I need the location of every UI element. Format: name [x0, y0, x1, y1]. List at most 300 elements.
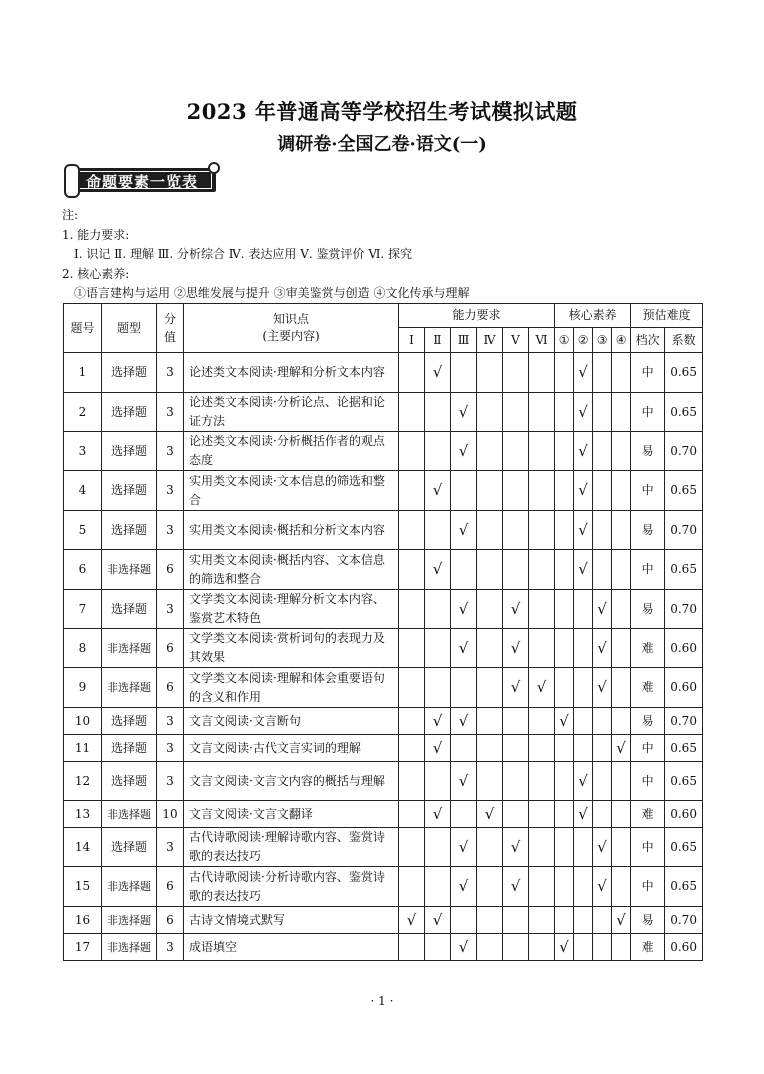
question-type: 非选择题 — [102, 550, 157, 590]
table-row — [64, 511, 703, 550]
ability-check-cell: √ — [451, 708, 477, 735]
ability-check-cell — [451, 735, 477, 762]
ability-check-cell — [477, 432, 503, 471]
difficulty-level: 中 — [631, 471, 665, 511]
difficulty-coef: 0.60 — [665, 668, 703, 708]
core-check-cell — [555, 590, 574, 629]
ability-check-cell — [399, 629, 425, 668]
question-number: 1 — [64, 353, 102, 393]
question-number: 8 — [64, 629, 102, 668]
question-number: 4 — [64, 471, 102, 511]
table-row — [64, 393, 703, 432]
ability-check-cell — [477, 353, 503, 393]
ability-check-cell — [529, 629, 555, 668]
question-score: 3 — [157, 393, 184, 432]
ability-check-cell — [399, 867, 425, 907]
ability-check-cell — [529, 432, 555, 471]
core-check-cell — [593, 353, 612, 393]
header-knowledge-sub: (主要内容) — [262, 329, 320, 343]
ability-check-cell: √ — [503, 828, 529, 867]
ability-check-cell — [477, 762, 503, 801]
core-check-cell — [612, 708, 631, 735]
table-row — [64, 907, 703, 934]
difficulty-coef: 0.60 — [665, 629, 703, 668]
ability-check-cell — [529, 511, 555, 550]
ability-check-cell — [477, 550, 503, 590]
ability-check-cell — [425, 828, 451, 867]
header-num: 题号 — [64, 304, 102, 353]
question-number: 11 — [64, 735, 102, 762]
core-check-cell: √ — [574, 471, 593, 511]
core-check-cell: √ — [574, 762, 593, 801]
ability-col-header: Ⅴ — [503, 328, 529, 353]
core-check-cell: √ — [593, 590, 612, 629]
core-check-cell — [574, 629, 593, 668]
ability-check-cell — [529, 590, 555, 629]
core-check-cell — [555, 393, 574, 432]
question-number: 10 — [64, 708, 102, 735]
page-number: · 1 · — [370, 994, 394, 1008]
difficulty-coef: 0.70 — [665, 907, 703, 934]
ability-check-cell — [529, 934, 555, 961]
ability-check-cell — [477, 735, 503, 762]
ability-check-cell: √ — [425, 708, 451, 735]
question-type: 选择题 — [102, 511, 157, 550]
question-number: 16 — [64, 907, 102, 934]
ability-check-cell — [503, 934, 529, 961]
difficulty-level: 中 — [631, 735, 665, 762]
ability-check-cell — [503, 511, 529, 550]
core-check-cell — [612, 668, 631, 708]
core-check-cell — [555, 550, 574, 590]
core-heading: 2. 核心素养: — [62, 266, 130, 281]
ability-check-cell: √ — [503, 867, 529, 907]
ability-check-cell: √ — [425, 735, 451, 762]
difficulty-level: 中 — [631, 762, 665, 801]
question-type: 选择题 — [102, 828, 157, 867]
ability-check-cell — [399, 708, 425, 735]
table-row — [64, 590, 703, 629]
question-score: 3 — [157, 934, 184, 961]
core-check-cell — [593, 393, 612, 432]
knowledge-point: 文言文阅读·文言文翻译 — [184, 801, 399, 828]
ability-check-cell: √ — [451, 867, 477, 907]
core-check-cell: √ — [574, 801, 593, 828]
knowledge-point: 古诗文情境式默写 — [184, 907, 399, 934]
notes-section — [62, 206, 469, 304]
ability-check-cell: √ — [451, 828, 477, 867]
table-row — [64, 708, 703, 735]
difficulty-level: 易 — [631, 590, 665, 629]
core-check-cell — [612, 432, 631, 471]
question-number: 12 — [64, 762, 102, 801]
core-col-header: ① — [555, 328, 574, 353]
core-check-cell — [612, 762, 631, 801]
question-score: 3 — [157, 353, 184, 393]
ability-check-cell — [503, 907, 529, 934]
core-legend: ①语言建构与运用 ②思维发展与提升 ③审美鉴赏与创造 ④文化传承与理解 — [74, 286, 470, 300]
ability-check-cell: √ — [425, 353, 451, 393]
question-score: 3 — [157, 590, 184, 629]
difficulty-coef: 0.70 — [665, 511, 703, 550]
ability-check-cell — [477, 393, 503, 432]
ability-check-cell — [425, 393, 451, 432]
core-check-cell — [593, 708, 612, 735]
header-difficulty: 预估难度 — [631, 304, 703, 328]
question-type: 非选择题 — [102, 801, 157, 828]
ability-check-cell — [529, 353, 555, 393]
ability-check-cell — [529, 907, 555, 934]
document-title: 2023 年普通高等学校招生考试模拟试题 — [186, 99, 578, 124]
question-score: 3 — [157, 708, 184, 735]
core-check-cell — [574, 907, 593, 934]
difficulty-coef: 0.65 — [665, 762, 703, 801]
ability-check-cell — [451, 353, 477, 393]
difficulty-coef: 0.65 — [665, 353, 703, 393]
difficulty-level: 中 — [631, 393, 665, 432]
knowledge-point: 论述类文本阅读·分析概括作者的观点态度 — [184, 432, 399, 471]
scroll-roll-icon — [64, 164, 80, 198]
core-check-cell — [612, 393, 631, 432]
core-check-cell — [612, 550, 631, 590]
ability-check-cell — [503, 393, 529, 432]
ability-heading: 1. 能力要求: — [62, 227, 130, 242]
ability-check-cell — [529, 550, 555, 590]
knowledge-point: 实用类文本阅读·文本信息的筛选和整合 — [184, 471, 399, 511]
ability-check-cell — [529, 393, 555, 432]
question-type: 选择题 — [102, 353, 157, 393]
difficulty-coef: 0.60 — [665, 801, 703, 828]
ability-check-cell — [399, 828, 425, 867]
core-check-cell — [574, 590, 593, 629]
ability-check-cell — [503, 471, 529, 511]
difficulty-coef: 0.65 — [665, 393, 703, 432]
ability-check-cell — [529, 471, 555, 511]
core-col-header: ④ — [612, 328, 631, 353]
core-check-cell — [555, 629, 574, 668]
ability-check-cell — [451, 471, 477, 511]
difficulty-level: 易 — [631, 432, 665, 471]
difficulty-coef: 0.65 — [665, 828, 703, 867]
ability-check-cell: √ — [503, 629, 529, 668]
question-number: 17 — [64, 934, 102, 961]
ability-check-cell — [503, 735, 529, 762]
difficulty-level: 难 — [631, 934, 665, 961]
core-check-cell — [593, 735, 612, 762]
table-row — [64, 471, 703, 511]
core-check-cell: √ — [574, 550, 593, 590]
difficulty-level: 中 — [631, 353, 665, 393]
difficulty-coef: 0.70 — [665, 432, 703, 471]
exam-elements-table — [63, 303, 703, 961]
question-type: 非选择题 — [102, 629, 157, 668]
knowledge-point: 实用类文本阅读·概括和分析文本内容 — [184, 511, 399, 550]
core-check-cell — [574, 668, 593, 708]
core-check-cell — [555, 668, 574, 708]
difficulty-level: 易 — [631, 708, 665, 735]
ability-check-cell: √ — [399, 907, 425, 934]
ability-check-cell — [399, 934, 425, 961]
difficulty-coef: 0.65 — [665, 867, 703, 907]
table-row — [64, 629, 703, 668]
question-type: 非选择题 — [102, 668, 157, 708]
question-score: 3 — [157, 432, 184, 471]
question-type: 非选择题 — [102, 907, 157, 934]
knowledge-point: 文言文阅读·古代文言实词的理解 — [184, 735, 399, 762]
table-row — [64, 801, 703, 828]
core-check-cell — [555, 762, 574, 801]
difficulty-level-header: 档次 — [631, 328, 665, 353]
core-check-cell — [555, 511, 574, 550]
core-check-cell: √ — [593, 629, 612, 668]
core-check-cell — [593, 432, 612, 471]
ability-check-cell — [451, 801, 477, 828]
ability-check-cell — [503, 550, 529, 590]
knowledge-point: 文言文阅读·文言断句 — [184, 708, 399, 735]
difficulty-level: 中 — [631, 867, 665, 907]
question-number: 3 — [64, 432, 102, 471]
core-check-cell — [593, 511, 612, 550]
question-type: 非选择题 — [102, 867, 157, 907]
ability-check-cell — [399, 668, 425, 708]
difficulty-level: 易 — [631, 511, 665, 550]
difficulty-coef: 0.65 — [665, 471, 703, 511]
core-check-cell — [593, 471, 612, 511]
ability-check-cell — [399, 735, 425, 762]
table-row — [64, 762, 703, 801]
core-check-cell — [612, 511, 631, 550]
difficulty-level: 难 — [631, 668, 665, 708]
ability-check-cell: √ — [503, 590, 529, 629]
ability-check-cell — [425, 668, 451, 708]
core-check-cell: √ — [555, 708, 574, 735]
question-number: 6 — [64, 550, 102, 590]
knowledge-point: 古代诗歌阅读·理解诗歌内容、鉴赏诗歌的表达技巧 — [184, 828, 399, 867]
ability-check-cell — [399, 511, 425, 550]
question-score: 3 — [157, 828, 184, 867]
knowledge-point: 文学类文本阅读·理解分析文本内容、鉴赏艺术特色 — [184, 590, 399, 629]
knowledge-point: 论述类文本阅读·理解和分析文本内容 — [184, 353, 399, 393]
core-check-cell — [612, 828, 631, 867]
core-check-cell — [574, 828, 593, 867]
core-check-cell: √ — [574, 511, 593, 550]
ability-col-header: Ⅲ — [451, 328, 477, 353]
question-type: 选择题 — [102, 762, 157, 801]
core-check-cell: √ — [612, 907, 631, 934]
question-type: 非选择题 — [102, 934, 157, 961]
banner-label: 命题要素一览表 — [86, 173, 199, 191]
core-check-cell — [574, 708, 593, 735]
ability-col-header: Ⅱ — [425, 328, 451, 353]
core-check-cell — [574, 735, 593, 762]
ability-check-cell — [477, 867, 503, 907]
core-col-header: ③ — [593, 328, 612, 353]
ability-check-cell — [451, 550, 477, 590]
ability-check-cell: √ — [451, 432, 477, 471]
ability-check-cell: √ — [451, 511, 477, 550]
ability-check-cell: √ — [451, 393, 477, 432]
core-check-cell — [555, 907, 574, 934]
ability-col-header: Ⅵ — [529, 328, 555, 353]
ability-check-cell — [425, 867, 451, 907]
difficulty-coef-header: 系数 — [665, 328, 703, 353]
header-knowledge-title: 知识点 — [272, 312, 309, 326]
question-type: 选择题 — [102, 708, 157, 735]
core-check-cell — [555, 735, 574, 762]
core-check-cell — [593, 907, 612, 934]
ability-check-cell — [399, 590, 425, 629]
core-check-cell — [555, 353, 574, 393]
ability-check-cell — [399, 393, 425, 432]
ability-check-cell — [529, 735, 555, 762]
core-check-cell — [612, 934, 631, 961]
ability-check-cell: √ — [529, 668, 555, 708]
ability-check-cell — [451, 907, 477, 934]
core-check-cell — [555, 801, 574, 828]
question-score: 6 — [157, 629, 184, 668]
ability-check-cell — [529, 708, 555, 735]
difficulty-coef: 0.70 — [665, 708, 703, 735]
ability-check-cell — [399, 471, 425, 511]
core-check-cell: √ — [574, 353, 593, 393]
question-number: 5 — [64, 511, 102, 550]
document-subtitle: 调研卷·全国乙卷·语文(一) — [277, 134, 487, 155]
ability-check-cell — [451, 668, 477, 708]
ability-check-cell — [477, 828, 503, 867]
table-row — [64, 735, 703, 762]
ability-check-cell — [477, 934, 503, 961]
ability-check-cell — [529, 867, 555, 907]
difficulty-level: 难 — [631, 629, 665, 668]
core-check-cell — [574, 867, 593, 907]
ability-check-cell — [425, 629, 451, 668]
header-type: 题型 — [102, 304, 157, 353]
knowledge-point: 实用类文本阅读·概括内容、文本信息的筛选和整合 — [184, 550, 399, 590]
knowledge-point: 文学类文本阅读·赏析词句的表现力及其效果 — [184, 629, 399, 668]
notes-label: 注: — [62, 208, 79, 222]
question-number: 7 — [64, 590, 102, 629]
knowledge-point: 论述类文本阅读·分析论点、论据和论证方法 — [184, 393, 399, 432]
table-row — [64, 668, 703, 708]
core-check-cell: √ — [593, 828, 612, 867]
ability-check-cell: √ — [477, 801, 503, 828]
table-row — [64, 353, 703, 393]
ability-check-cell — [529, 801, 555, 828]
core-check-cell: √ — [593, 668, 612, 708]
core-check-cell: √ — [593, 867, 612, 907]
ability-check-cell — [477, 708, 503, 735]
question-score: 6 — [157, 668, 184, 708]
ability-check-cell: √ — [451, 934, 477, 961]
core-check-cell — [612, 353, 631, 393]
scroll-tail-icon — [208, 162, 220, 174]
question-type: 选择题 — [102, 471, 157, 511]
question-type: 选择题 — [102, 432, 157, 471]
core-check-cell — [555, 471, 574, 511]
core-check-cell — [612, 801, 631, 828]
ability-check-cell — [503, 762, 529, 801]
core-check-cell — [593, 762, 612, 801]
ability-check-cell — [503, 432, 529, 471]
core-check-cell — [612, 867, 631, 907]
table-row — [64, 828, 703, 867]
question-number: 14 — [64, 828, 102, 867]
ability-check-cell — [477, 907, 503, 934]
core-check-cell — [593, 550, 612, 590]
knowledge-point: 文学类文本阅读·理解和体会重要语句的含义和作用 — [184, 668, 399, 708]
ability-check-cell — [399, 762, 425, 801]
core-check-cell — [555, 432, 574, 471]
ability-check-cell: √ — [425, 550, 451, 590]
ability-col-header: Ⅳ — [477, 328, 503, 353]
question-number: 9 — [64, 668, 102, 708]
ability-check-cell: √ — [425, 801, 451, 828]
core-check-cell — [612, 471, 631, 511]
ability-check-cell — [503, 801, 529, 828]
table-row — [64, 867, 703, 907]
table-row — [64, 550, 703, 590]
ability-check-cell — [529, 762, 555, 801]
ability-check-cell — [425, 934, 451, 961]
difficulty-level: 易 — [631, 907, 665, 934]
ability-check-cell — [425, 762, 451, 801]
ability-check-cell — [399, 801, 425, 828]
ability-check-cell: √ — [451, 590, 477, 629]
question-number: 2 — [64, 393, 102, 432]
question-score: 3 — [157, 762, 184, 801]
ability-check-cell — [399, 353, 425, 393]
ability-check-cell — [503, 708, 529, 735]
difficulty-level: 中 — [631, 550, 665, 590]
question-type: 选择题 — [102, 393, 157, 432]
question-score: 3 — [157, 471, 184, 511]
difficulty-level: 中 — [631, 828, 665, 867]
question-score: 3 — [157, 735, 184, 762]
ability-check-cell — [399, 550, 425, 590]
core-check-cell: √ — [574, 393, 593, 432]
core-check-cell — [612, 629, 631, 668]
ability-check-cell — [399, 432, 425, 471]
question-score: 10 — [157, 801, 184, 828]
core-check-cell — [555, 867, 574, 907]
table-row — [64, 432, 703, 471]
ability-check-cell — [425, 432, 451, 471]
core-check-cell — [612, 590, 631, 629]
ability-check-cell — [477, 511, 503, 550]
core-col-header: ② — [574, 328, 593, 353]
core-check-cell — [593, 934, 612, 961]
ability-check-cell — [477, 590, 503, 629]
ability-check-cell — [477, 668, 503, 708]
core-check-cell: √ — [555, 934, 574, 961]
question-score: 6 — [157, 867, 184, 907]
difficulty-coef: 0.65 — [665, 550, 703, 590]
ability-check-cell — [425, 511, 451, 550]
header-score: 分值 — [157, 304, 184, 353]
question-score: 6 — [157, 550, 184, 590]
ability-check-cell — [503, 353, 529, 393]
difficulty-level: 难 — [631, 801, 665, 828]
question-type: 选择题 — [102, 590, 157, 629]
section-banner — [62, 162, 218, 194]
ability-check-cell: √ — [425, 471, 451, 511]
ability-check-cell — [425, 590, 451, 629]
header-knowledge — [184, 304, 399, 353]
ability-col-header: Ⅰ — [399, 328, 425, 353]
core-check-cell — [555, 828, 574, 867]
core-check-cell: √ — [612, 735, 631, 762]
ability-check-cell: √ — [425, 907, 451, 934]
